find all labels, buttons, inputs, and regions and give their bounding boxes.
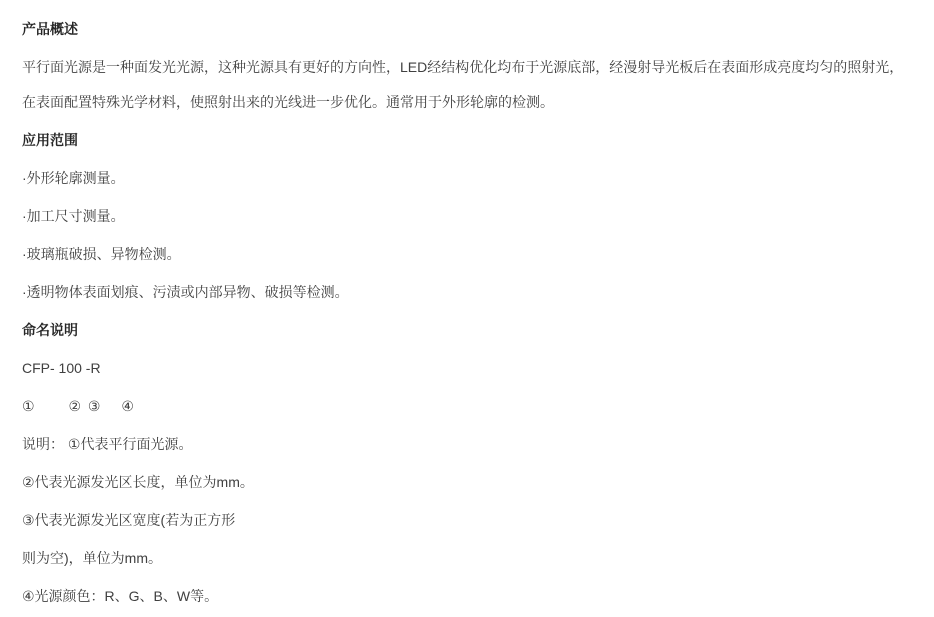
naming-note: 则为空)，单位为mm。 [22, 550, 162, 566]
section-heading-naming: 命名说明 [22, 322, 78, 338]
application-item: ·玻璃瓶破损、异物检测。 [22, 246, 181, 262]
application-item: ·加工尺寸测量。 [22, 208, 125, 224]
overview-paragraph: 平行面光源是一种面发光光源，这种光源具有更好的方向性，LED经结构优化均布于光源底部，经漫射导光板后在表面形成亮度均匀的照射光，在表面配置特殊光学材料，使照射出来的光线进一步优化。通常用于外形轮廓的检测。 [22, 59, 904, 110]
section-heading-overview: 产品概述 [22, 21, 78, 37]
application-item: ·外形轮廓测量。 [22, 170, 125, 186]
model-code: CFP- 100 -R [22, 360, 101, 376]
marker-2: ② [68, 398, 82, 414]
naming-note: ④光源颜色：R、G、B、W等。 [22, 588, 219, 604]
marker-4: ④ [121, 398, 134, 414]
naming-note: 说明： ①代表平行面光源。 [22, 436, 193, 452]
application-item: ·透明物体表面划痕、污渍或内部异物、破损等检测。 [22, 284, 349, 300]
marker-row [22, 389, 908, 424]
marker-1: ① [22, 398, 35, 414]
section-heading-applications: 应用范围 [22, 132, 78, 148]
marker-3: ③ [87, 398, 101, 414]
naming-note: ②代表光源发光区长度，单位为mm。 [22, 474, 254, 490]
naming-note: ③代表光源发光区宽度(若为正方形 [22, 512, 236, 528]
